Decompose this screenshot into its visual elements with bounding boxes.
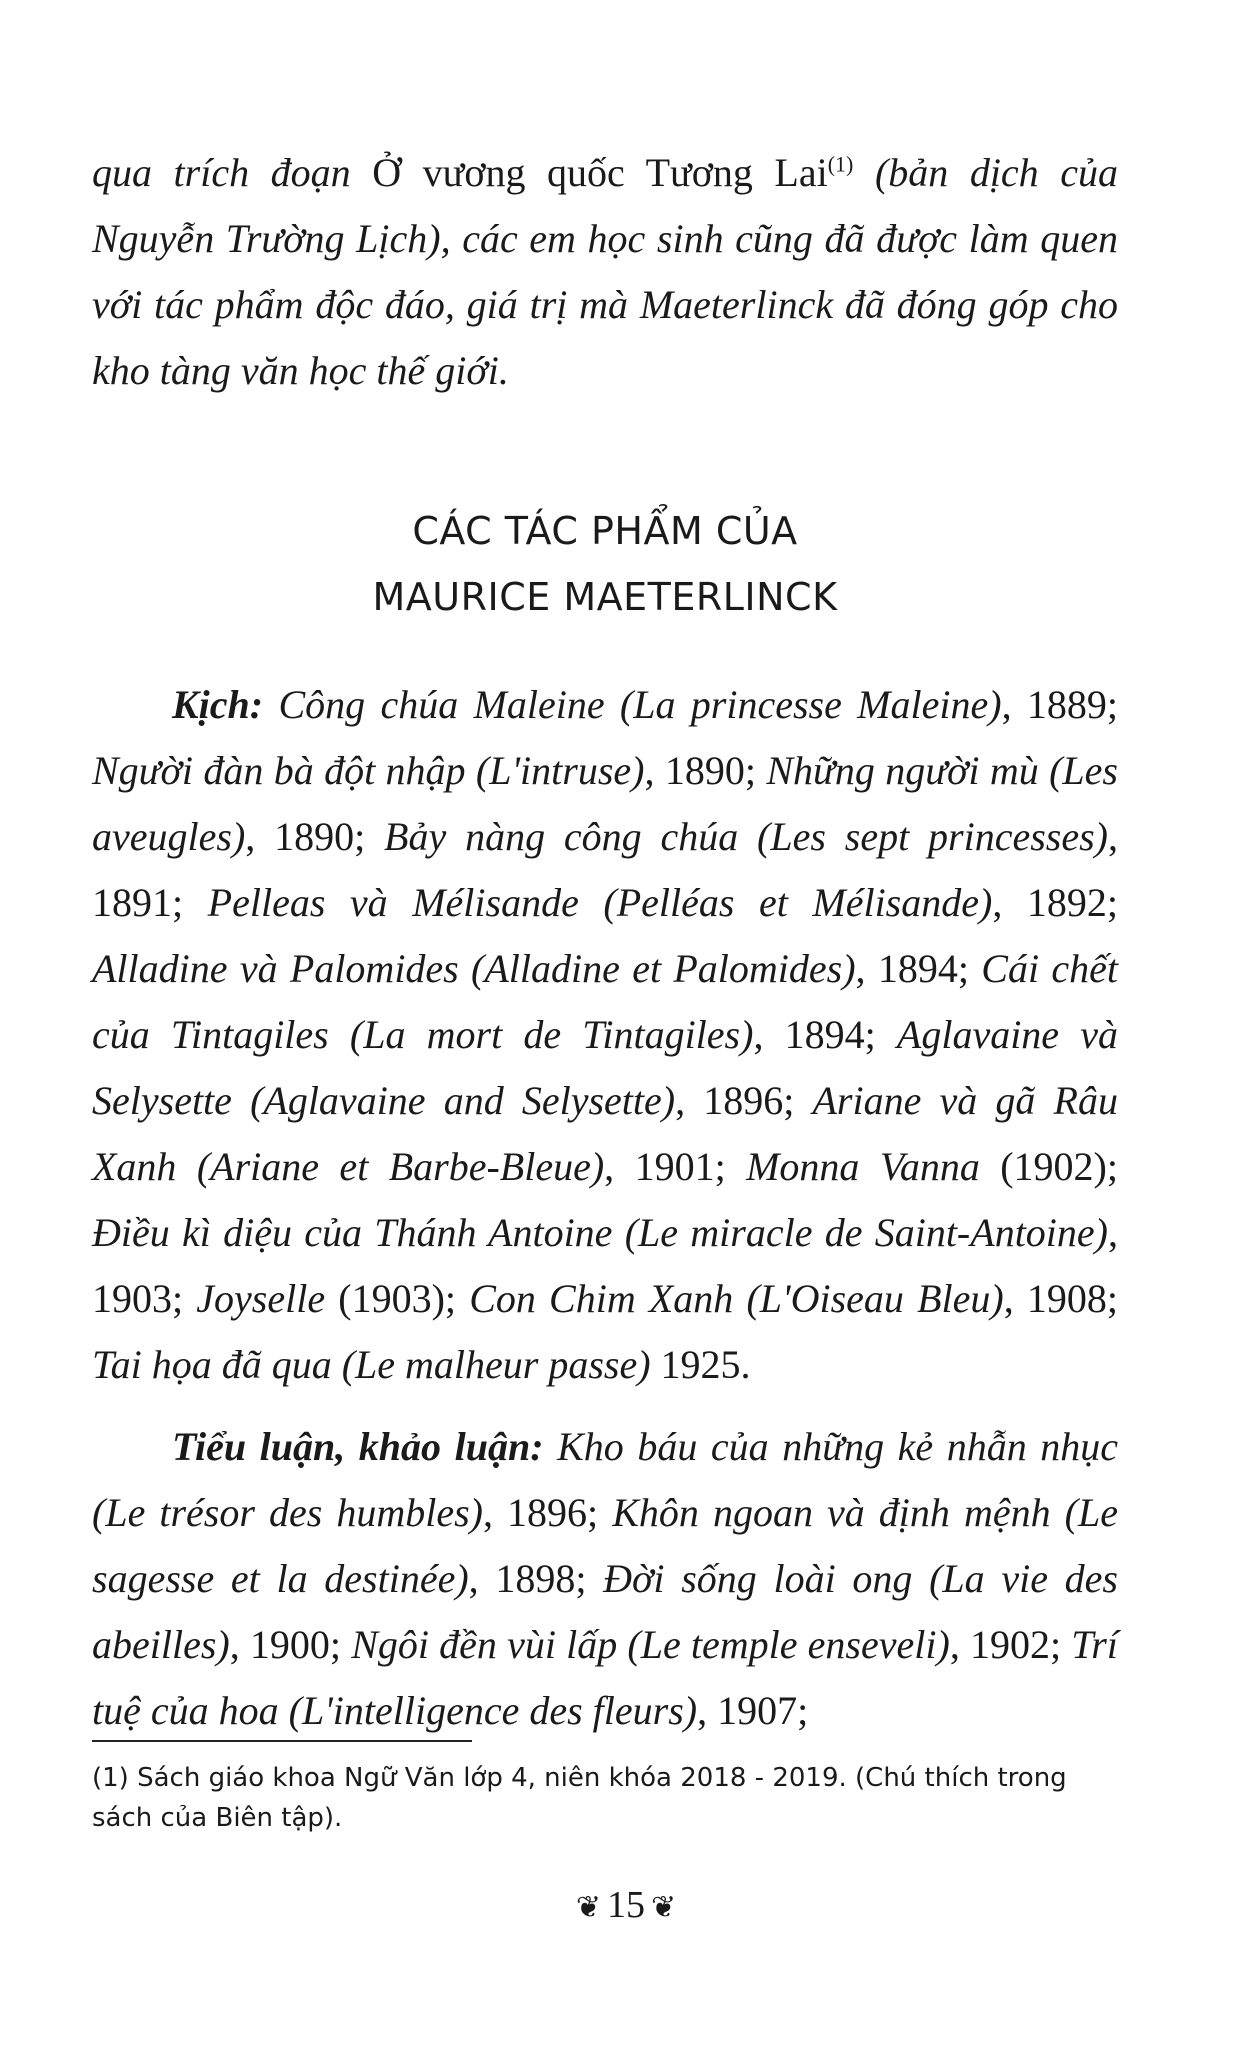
plays-work-title: Tai họa đã qua (Le malheur passe)	[92, 1342, 651, 1387]
intro-text-start: qua trích đoạn	[92, 150, 373, 195]
plays-work-year: , 1894;	[855, 946, 982, 991]
essays-work-title: Kho báu của những kẻ nhẫn nhục (Le trésor des humbles)	[92, 1424, 1119, 1535]
plays-work-title: Những người mù (Les aveugles)	[92, 748, 1119, 859]
essays-paragraph	[92, 1414, 1118, 1744]
plays-work-title: Ariane và gã Râu Xanh (Ariane et Barbe-Bleue)	[92, 1078, 1118, 1189]
plays-work-title: Công chúa Maleine (La princesse Maleine)	[278, 682, 1002, 727]
footnote: (1) Sách giáo khoa Ngữ Văn lớp 4, niên khóa 2018 - 2019. (Chú thích trong sách của Biên tập).	[92, 1763, 1067, 1833]
essays-work-year: , 1902;	[949, 1622, 1072, 1667]
plays-work-title: Bảy nàng công chúa (Les sept princesses)	[384, 814, 1108, 859]
essays-work-year: , 1900;	[229, 1622, 352, 1667]
plays-work-year: , 1889;	[1001, 682, 1118, 727]
plays-work-year: , 1903;	[92, 1210, 1118, 1321]
plays-work-title: Cái chết của Tintagiles (La mort de Tintagiles)	[92, 946, 1118, 1057]
page-number-area	[0, 1880, 1252, 1933]
essays-work-title: Trí tuệ của hoa (L'intelligence des fleurs)	[92, 1622, 1118, 1733]
plays-work-year: , 1890;	[644, 748, 767, 793]
plays-work-year: (1902);	[979, 1144, 1118, 1189]
heading-line-2: MAURICE MAETERLINCK	[372, 575, 838, 619]
works-list	[92, 672, 1118, 1760]
footnote-divider	[92, 1740, 472, 1742]
plays-items	[92, 682, 1118, 1387]
plays-work-year: , 1896;	[675, 1078, 813, 1123]
plays-work-title: Con Chim Xanh (L'Oiseau Bleu)	[469, 1276, 1004, 1321]
plays-work-year: , 1891;	[92, 814, 1118, 925]
plays-work-title: Điều kì diệu của Thánh Antoine (Le miracle de Saint-Antoine)	[92, 1210, 1108, 1255]
plays-work-title: Joyselle	[196, 1276, 326, 1321]
plays-work-title: Người đàn bà đột nhập (L'intruse)	[92, 748, 645, 793]
plays-work-year: , 1890;	[245, 814, 385, 859]
plays-work-title: Aglavaine và Selysette (Aglavaine and Selysette)	[92, 1012, 1118, 1123]
plays-work-year: (1903);	[325, 1276, 470, 1321]
plays-work-year: 1925.	[650, 1342, 751, 1387]
essays-work-title: Đời sống loài ong (La vie des abeilles)	[92, 1556, 1118, 1667]
essays-work-year: , 1907;	[697, 1688, 809, 1733]
left-ornament-icon: ❦	[575, 1891, 601, 1925]
section-heading	[92, 498, 1118, 630]
essays-work-year: , 1898;	[468, 1556, 604, 1601]
right-ornament-icon: ❦	[651, 1891, 677, 1925]
essays-label: Tiểu luận, khảo luận:	[172, 1424, 544, 1469]
essays-work-year: , 1896;	[483, 1490, 613, 1535]
essays-work-title: Ngôi đền vùi lấp (Le temple enseveli)	[351, 1622, 950, 1667]
plays-work-year: , 1894;	[753, 1012, 897, 1057]
plays-work-year: , 1908;	[1003, 1276, 1118, 1321]
essays-work-title: Khôn ngoan và định mệnh (Le sagesse et la destinée)	[92, 1490, 1118, 1601]
plays-work-year: , 1892;	[992, 880, 1118, 925]
plays-label: Kịch:	[172, 682, 264, 727]
plays-work-year: , 1901;	[604, 1144, 747, 1189]
intro-text-end: (bản dịch của Nguyễn Trường Lịch), các em học sinh cũng đã được làm quen với tác phẩm độc đáo, giá trị mà Maeterlinck đã đóng góp cho kho tàng văn học thế giới.	[92, 150, 1118, 393]
essays-items	[92, 1424, 1118, 1733]
intro-paragraph	[92, 140, 1118, 404]
plays-paragraph	[92, 672, 1118, 1398]
page-number: 15	[607, 1884, 645, 1926]
intro-work-title: Ở vương quốc Tương Lai	[372, 150, 828, 195]
heading-line-1: CÁC TÁC PHẨM CỦA	[412, 509, 798, 553]
plays-work-title: Pelleas và Mélisande (Pelléas et Mélisande)	[207, 880, 993, 925]
plays-work-title: Monna Vanna	[746, 1144, 980, 1189]
plays-work-title: Alladine và Palomides (Alladine et Palomides)	[92, 946, 856, 991]
footnote-reference: (1)	[827, 151, 854, 177]
